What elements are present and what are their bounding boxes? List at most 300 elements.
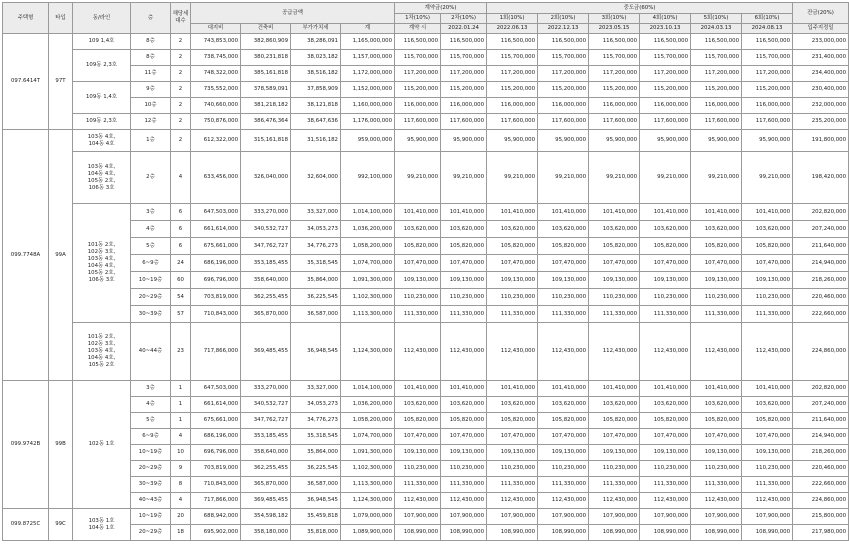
- middle-payment-3-cell: 107,900,000: [589, 509, 640, 525]
- middle-payment-6-cell: 109,130,000: [742, 445, 793, 461]
- land-price-cell: 675,661,000: [191, 413, 241, 429]
- middle-payment-2-cell: 115,200,000: [538, 82, 589, 98]
- total-price-cell: 1,152,000,000: [341, 82, 395, 98]
- middle-payment-5-cell: 107,470,000: [691, 429, 742, 445]
- middle-payment-5-cell: 101,410,000: [691, 381, 742, 397]
- building-price-cell: 358,640,000: [241, 272, 291, 289]
- floor-cell: 3층: [131, 381, 171, 397]
- balance-cell: 233,000,000: [793, 34, 849, 50]
- middle-payment-3-cell: 103,620,000: [589, 397, 640, 413]
- middle-payment-4-cell: 105,820,000: [640, 238, 691, 255]
- header-balance-date: 입주지정일: [793, 24, 849, 34]
- middle-payment-1-cell: 101,410,000: [487, 204, 538, 221]
- vat-cell: 38,121,818: [291, 98, 341, 114]
- units-count-cell: 2: [171, 50, 191, 66]
- middle-payment-6-cell: 116,500,000: [742, 34, 793, 50]
- middle-payment-4-cell: 108,990,000: [640, 525, 691, 541]
- housing-type-cell: 097.6414T: [3, 34, 49, 130]
- contract-2-cell: 117,600,000: [441, 114, 487, 130]
- land-price-cell: 750,876,000: [191, 114, 241, 130]
- contract-1-cell: 103,620,000: [395, 221, 441, 238]
- units-count-cell: 6: [171, 238, 191, 255]
- land-price-cell: 696,796,000: [191, 272, 241, 289]
- units-count-cell: 2: [171, 130, 191, 152]
- middle-payment-3-cell: 117,200,000: [589, 66, 640, 82]
- units-count-cell: 23: [171, 323, 191, 381]
- middle-payment-3-cell: 117,600,000: [589, 114, 640, 130]
- floor-cell: 4층: [131, 397, 171, 413]
- balance-cell: 218,260,000: [793, 445, 849, 461]
- middle-payment-2-cell: 95,900,000: [538, 130, 589, 152]
- header-dong-line: 동/라인: [73, 3, 131, 34]
- contract-1-cell: 103,620,000: [395, 397, 441, 413]
- middle-payment-6-cell: 110,230,000: [742, 289, 793, 306]
- floor-cell: 5층: [131, 238, 171, 255]
- table-row: [3, 50, 849, 66]
- middle-payment-4-cell: 103,620,000: [640, 397, 691, 413]
- middle-payment-6-cell: 115,200,000: [742, 82, 793, 98]
- floor-cell: 2층: [131, 152, 171, 204]
- middle-payment-6-cell: 103,620,000: [742, 397, 793, 413]
- building-price-cell: 353,185,455: [241, 429, 291, 445]
- middle-payment-3-cell: 107,470,000: [589, 255, 640, 272]
- middle-payment-5-cell: 117,600,000: [691, 114, 742, 130]
- middle-payment-6-cell: 111,330,000: [742, 477, 793, 493]
- middle-payment-4-cell: 107,470,000: [640, 255, 691, 272]
- middle-payment-3-cell: 110,230,000: [589, 289, 640, 306]
- building-price-cell: 362,255,455: [241, 461, 291, 477]
- middle-payment-6-cell: 105,820,000: [742, 238, 793, 255]
- balance-cell: 222,660,000: [793, 306, 849, 323]
- total-price-cell: 1,102,300,000: [341, 289, 395, 306]
- middle-payment-3-cell: 101,410,000: [589, 381, 640, 397]
- middle-payment-3-cell: 112,430,000: [589, 323, 640, 381]
- middle-payment-6-cell: 108,990,000: [742, 525, 793, 541]
- middle-payment-2-cell: 101,410,000: [538, 204, 589, 221]
- balance-cell: 220,460,000: [793, 461, 849, 477]
- contract-1-cell: 112,430,000: [395, 323, 441, 381]
- balance-cell: 230,400,000: [793, 82, 849, 98]
- middle-payment-3-cell: 107,470,000: [589, 429, 640, 445]
- middle-payment-1-cell: 107,900,000: [487, 509, 538, 525]
- table-row: [3, 204, 849, 221]
- vat-cell: 35,459,818: [291, 509, 341, 525]
- contract-2-cell: 117,200,000: [441, 66, 487, 82]
- total-price-cell: 1,036,200,000: [341, 397, 395, 413]
- units-count-cell: 60: [171, 272, 191, 289]
- header-contract-2: 2차(10%): [441, 14, 487, 24]
- units-count-cell: 1: [171, 381, 191, 397]
- building-price-cell: 315,161,818: [241, 130, 291, 152]
- vat-cell: 34,776,273: [291, 413, 341, 429]
- floor-cell: 30~39층: [131, 306, 171, 323]
- units-count-cell: 6: [171, 221, 191, 238]
- floor-cell: 8층: [131, 50, 171, 66]
- units-count-cell: 54: [171, 289, 191, 306]
- middle-payment-3-cell: 103,620,000: [589, 221, 640, 238]
- contract-2-cell: 112,430,000: [441, 493, 487, 509]
- building-price-cell: 369,485,455: [241, 493, 291, 509]
- middle-payment-4-cell: 95,900,000: [640, 130, 691, 152]
- building-price-cell: 378,589,091: [241, 82, 291, 98]
- header-middle-5-date: 2024.03.13: [691, 24, 742, 34]
- middle-payment-4-cell: 103,620,000: [640, 221, 691, 238]
- middle-payment-6-cell: 103,620,000: [742, 221, 793, 238]
- middle-payment-4-cell: 117,200,000: [640, 66, 691, 82]
- contract-2-cell: 109,130,000: [441, 272, 487, 289]
- middle-payment-5-cell: 112,430,000: [691, 323, 742, 381]
- vat-cell: 36,587,000: [291, 306, 341, 323]
- total-price-cell: 1,113,300,000: [341, 306, 395, 323]
- middle-payment-6-cell: 107,470,000: [742, 255, 793, 272]
- middle-payment-1-cell: 107,470,000: [487, 255, 538, 272]
- middle-payment-2-cell: 103,620,000: [538, 397, 589, 413]
- floor-cell: 4층: [131, 221, 171, 238]
- middle-payment-4-cell: 110,230,000: [640, 461, 691, 477]
- middle-payment-5-cell: 111,330,000: [691, 306, 742, 323]
- balance-cell: 211,640,000: [793, 238, 849, 255]
- dong-line-cell: 101동 2호, 102동 3호, 103동 4호, 104동 4호, 105동 2호, 106동 3호: [73, 204, 131, 323]
- contract-2-cell: 112,430,000: [441, 323, 487, 381]
- header-vat: 부가가치세: [291, 24, 341, 34]
- middle-payment-1-cell: 110,230,000: [487, 289, 538, 306]
- middle-payment-1-cell: 108,990,000: [487, 525, 538, 541]
- total-price-cell: 1,172,000,000: [341, 66, 395, 82]
- dong-line-cell: 103동 1호 104동 1호: [73, 509, 131, 541]
- contract-1-cell: 109,130,000: [395, 445, 441, 461]
- contract-1-cell: 116,500,000: [395, 34, 441, 50]
- total-price-cell: 1,124,300,000: [341, 493, 395, 509]
- header-middle-6: 6회(10%): [742, 14, 793, 24]
- balance-cell: 231,400,000: [793, 50, 849, 66]
- middle-payment-6-cell: 111,330,000: [742, 306, 793, 323]
- middle-payment-1-cell: 103,620,000: [487, 221, 538, 238]
- land-price-cell: 710,843,000: [191, 306, 241, 323]
- middle-payment-6-cell: 116,000,000: [742, 98, 793, 114]
- middle-payment-6-cell: 107,900,000: [742, 509, 793, 525]
- middle-payment-5-cell: 109,130,000: [691, 272, 742, 289]
- middle-payment-1-cell: 116,500,000: [487, 34, 538, 50]
- balance-cell: 198,420,000: [793, 152, 849, 204]
- table-row: [3, 152, 849, 204]
- middle-payment-1-cell: 112,430,000: [487, 323, 538, 381]
- land-price-cell: 703,819,000: [191, 289, 241, 306]
- housing-type-cell: 099.8725C: [3, 509, 49, 541]
- middle-payment-4-cell: 109,130,000: [640, 272, 691, 289]
- vat-cell: 31,516,182: [291, 130, 341, 152]
- building-price-cell: 362,255,455: [241, 289, 291, 306]
- middle-payment-1-cell: 95,900,000: [487, 130, 538, 152]
- header-floor: 층: [131, 3, 171, 34]
- floor-cell: 10층: [131, 98, 171, 114]
- middle-payment-6-cell: 101,410,000: [742, 381, 793, 397]
- vat-cell: 35,818,000: [291, 525, 341, 541]
- type-cell: 99A: [49, 130, 73, 381]
- middle-payment-4-cell: 111,330,000: [640, 306, 691, 323]
- units-count-cell: 2: [171, 34, 191, 50]
- building-price-cell: 326,040,000: [241, 152, 291, 204]
- units-count-cell: 20: [171, 509, 191, 525]
- dong-line-cell: 109동 2,3호: [73, 50, 131, 82]
- building-price-cell: 333,270,000: [241, 381, 291, 397]
- middle-payment-1-cell: 110,230,000: [487, 461, 538, 477]
- floor-cell: 1층: [131, 130, 171, 152]
- land-price-cell: 612,322,000: [191, 130, 241, 152]
- contract-2-cell: 95,900,000: [441, 130, 487, 152]
- vat-cell: 36,948,545: [291, 323, 341, 381]
- building-price-cell: 369,485,455: [241, 323, 291, 381]
- vat-cell: 36,225,545: [291, 289, 341, 306]
- balance-cell: 217,980,000: [793, 525, 849, 541]
- vat-cell: 32,604,000: [291, 152, 341, 204]
- header-building: 건축비: [241, 24, 291, 34]
- header-balance: 잔금(20%): [793, 3, 849, 24]
- total-price-cell: 1,176,000,000: [341, 114, 395, 130]
- land-price-cell: 717,866,000: [191, 493, 241, 509]
- middle-payment-6-cell: 107,470,000: [742, 429, 793, 445]
- middle-payment-6-cell: 112,430,000: [742, 493, 793, 509]
- land-price-cell: 717,866,000: [191, 323, 241, 381]
- contract-2-cell: 103,620,000: [441, 397, 487, 413]
- middle-payment-1-cell: 117,600,000: [487, 114, 538, 130]
- vat-cell: 35,318,545: [291, 255, 341, 272]
- contract-1-cell: 101,410,000: [395, 204, 441, 221]
- balance-cell: 215,800,000: [793, 509, 849, 525]
- header-contract-1-date: 계약 시: [395, 24, 441, 34]
- table-body: [3, 34, 849, 541]
- balance-cell: 234,400,000: [793, 66, 849, 82]
- middle-payment-6-cell: 117,200,000: [742, 66, 793, 82]
- contract-1-cell: 117,200,000: [395, 66, 441, 82]
- floor-cell: 6~9층: [131, 429, 171, 445]
- floor-cell: 20~29층: [131, 461, 171, 477]
- middle-payment-3-cell: 99,210,000: [589, 152, 640, 204]
- contract-2-cell: 105,820,000: [441, 238, 487, 255]
- housing-type-cell: 099.7748A: [3, 130, 49, 381]
- contract-1-cell: 108,990,000: [395, 525, 441, 541]
- floor-cell: 20~29층: [131, 525, 171, 541]
- contract-1-cell: 112,430,000: [395, 493, 441, 509]
- total-price-cell: 1,014,100,000: [341, 204, 395, 221]
- header-units-count: 해당세대수: [171, 3, 191, 34]
- floor-cell: 9층: [131, 82, 171, 98]
- header-middle-4-date: 2023.10.13: [640, 24, 691, 34]
- middle-payment-6-cell: 109,130,000: [742, 272, 793, 289]
- middle-payment-3-cell: 95,900,000: [589, 130, 640, 152]
- total-price-cell: 1,160,000,000: [341, 98, 395, 114]
- middle-payment-3-cell: 105,820,000: [589, 238, 640, 255]
- middle-payment-4-cell: 101,410,000: [640, 204, 691, 221]
- dong-line-cell: 103동 4호, 104동 4호, 105동 2호, 106동 3호: [73, 152, 131, 204]
- table-row: [3, 34, 849, 50]
- land-price-cell: 696,796,000: [191, 445, 241, 461]
- contract-1-cell: 99,210,000: [395, 152, 441, 204]
- floor-cell: 3층: [131, 204, 171, 221]
- contract-2-cell: 107,900,000: [441, 509, 487, 525]
- balance-cell: 214,940,000: [793, 255, 849, 272]
- header-contract-1: 1차(10%): [395, 14, 441, 24]
- middle-payment-2-cell: 111,330,000: [538, 306, 589, 323]
- middle-payment-5-cell: 115,200,000: [691, 82, 742, 98]
- contract-1-cell: 115,700,000: [395, 50, 441, 66]
- total-price-cell: 1,102,300,000: [341, 461, 395, 477]
- middle-payment-5-cell: 101,410,000: [691, 204, 742, 221]
- table-row: [3, 114, 849, 130]
- middle-payment-2-cell: 108,990,000: [538, 525, 589, 541]
- contract-2-cell: 116,500,000: [441, 34, 487, 50]
- total-price-cell: 959,000,000: [341, 130, 395, 152]
- type-cell: 99C: [49, 509, 73, 541]
- middle-payment-1-cell: 107,470,000: [487, 429, 538, 445]
- units-count-cell: 8: [171, 477, 191, 493]
- header-total: 계: [341, 24, 395, 34]
- middle-payment-5-cell: 110,230,000: [691, 461, 742, 477]
- units-count-cell: 1: [171, 413, 191, 429]
- middle-payment-6-cell: 101,410,000: [742, 204, 793, 221]
- middle-payment-4-cell: 117,600,000: [640, 114, 691, 130]
- floor-cell: 12층: [131, 114, 171, 130]
- land-price-cell: 695,902,000: [191, 525, 241, 541]
- middle-payment-4-cell: 112,430,000: [640, 493, 691, 509]
- middle-payment-5-cell: 99,210,000: [691, 152, 742, 204]
- floor-cell: 5층: [131, 413, 171, 429]
- middle-payment-6-cell: 115,700,000: [742, 50, 793, 66]
- middle-payment-2-cell: 111,330,000: [538, 477, 589, 493]
- units-count-cell: 18: [171, 525, 191, 541]
- middle-payment-4-cell: 110,230,000: [640, 289, 691, 306]
- floor-cell: 20~29층: [131, 289, 171, 306]
- contract-1-cell: 101,410,000: [395, 381, 441, 397]
- vat-cell: 35,864,000: [291, 445, 341, 461]
- floor-cell: 30~39층: [131, 477, 171, 493]
- total-price-cell: 1,091,300,000: [341, 272, 395, 289]
- middle-payment-3-cell: 115,200,000: [589, 82, 640, 98]
- land-price-cell: 661,614,000: [191, 397, 241, 413]
- middle-payment-4-cell: 107,900,000: [640, 509, 691, 525]
- middle-payment-1-cell: 109,130,000: [487, 445, 538, 461]
- contract-2-cell: 101,410,000: [441, 381, 487, 397]
- middle-payment-4-cell: 112,430,000: [640, 323, 691, 381]
- contract-1-cell: 116,000,000: [395, 98, 441, 114]
- middle-payment-5-cell: 116,500,000: [691, 34, 742, 50]
- dong-line-cell: 102동 1호: [73, 381, 131, 509]
- middle-payment-2-cell: 110,230,000: [538, 461, 589, 477]
- total-price-cell: 1,113,300,000: [341, 477, 395, 493]
- middle-payment-1-cell: 101,410,000: [487, 381, 538, 397]
- balance-cell: 191,800,000: [793, 130, 849, 152]
- vat-cell: 34,053,273: [291, 221, 341, 238]
- middle-payment-6-cell: 112,430,000: [742, 323, 793, 381]
- middle-payment-2-cell: 116,000,000: [538, 98, 589, 114]
- table-row: [3, 323, 849, 381]
- balance-cell: 224,860,000: [793, 323, 849, 381]
- building-price-cell: 347,762,727: [241, 413, 291, 429]
- building-price-cell: 385,161,818: [241, 66, 291, 82]
- middle-payment-4-cell: 99,210,000: [640, 152, 691, 204]
- building-price-cell: 358,180,000: [241, 525, 291, 541]
- land-price-cell: 743,853,000: [191, 34, 241, 50]
- middle-payment-1-cell: 105,820,000: [487, 238, 538, 255]
- vat-cell: 35,318,545: [291, 429, 341, 445]
- contract-1-cell: 115,200,000: [395, 82, 441, 98]
- table-header: [3, 3, 849, 34]
- header-housing-type: 주택형: [3, 3, 49, 34]
- building-price-cell: 365,870,000: [241, 477, 291, 493]
- vat-cell: 38,023,182: [291, 50, 341, 66]
- middle-payment-4-cell: 116,000,000: [640, 98, 691, 114]
- middle-payment-5-cell: 111,330,000: [691, 477, 742, 493]
- building-price-cell: 386,476,364: [241, 114, 291, 130]
- middle-payment-5-cell: 115,700,000: [691, 50, 742, 66]
- contract-1-cell: 117,600,000: [395, 114, 441, 130]
- contract-1-cell: 107,470,000: [395, 429, 441, 445]
- contract-2-cell: 107,470,000: [441, 429, 487, 445]
- header-middle-1-date: 2022.06.13: [487, 24, 538, 34]
- total-price-cell: 1,058,200,000: [341, 238, 395, 255]
- contract-1-cell: 107,470,000: [395, 255, 441, 272]
- middle-payment-1-cell: 117,200,000: [487, 66, 538, 82]
- total-price-cell: 1,014,100,000: [341, 381, 395, 397]
- land-price-cell: 748,322,000: [191, 66, 241, 82]
- balance-cell: 214,940,000: [793, 429, 849, 445]
- total-price-cell: 1,079,000,000: [341, 509, 395, 525]
- vat-cell: 33,327,000: [291, 204, 341, 221]
- middle-payment-5-cell: 110,230,000: [691, 289, 742, 306]
- land-price-cell: 740,660,000: [191, 98, 241, 114]
- building-price-cell: 380,231,818: [241, 50, 291, 66]
- contract-1-cell: 105,820,000: [395, 238, 441, 255]
- middle-payment-6-cell: 110,230,000: [742, 461, 793, 477]
- contract-2-cell: 101,410,000: [441, 204, 487, 221]
- middle-payment-3-cell: 116,500,000: [589, 34, 640, 50]
- middle-payment-3-cell: 108,990,000: [589, 525, 640, 541]
- building-price-cell: 340,532,727: [241, 221, 291, 238]
- balance-cell: 232,000,000: [793, 98, 849, 114]
- units-count-cell: 57: [171, 306, 191, 323]
- floor-cell: 40~44층: [131, 323, 171, 381]
- vat-cell: 38,647,636: [291, 114, 341, 130]
- balance-cell: 202,820,000: [793, 204, 849, 221]
- contract-2-cell: 105,820,000: [441, 413, 487, 429]
- header-supply-price: 공급금액: [191, 3, 395, 24]
- middle-payment-2-cell: 116,500,000: [538, 34, 589, 50]
- land-price-cell: 738,745,000: [191, 50, 241, 66]
- building-price-cell: 354,598,182: [241, 509, 291, 525]
- middle-payment-5-cell: 107,900,000: [691, 509, 742, 525]
- contract-2-cell: 107,470,000: [441, 255, 487, 272]
- middle-payment-1-cell: 105,820,000: [487, 413, 538, 429]
- units-count-cell: 2: [171, 98, 191, 114]
- housing-type-cell: 099.9742B: [3, 381, 49, 509]
- floor-cell: 6~9층: [131, 255, 171, 272]
- middle-payment-4-cell: 101,410,000: [640, 381, 691, 397]
- land-price-cell: 686,196,000: [191, 429, 241, 445]
- balance-cell: 202,820,000: [793, 381, 849, 397]
- middle-payment-5-cell: 103,620,000: [691, 221, 742, 238]
- total-price-cell: 1,165,000,000: [341, 34, 395, 50]
- middle-payment-2-cell: 107,470,000: [538, 255, 589, 272]
- total-price-cell: 1,074,700,000: [341, 429, 395, 445]
- land-price-cell: 675,661,000: [191, 238, 241, 255]
- header-contract-2-date: 2022.01.24: [441, 24, 487, 34]
- middle-payment-6-cell: 99,210,000: [742, 152, 793, 204]
- vat-cell: 34,776,273: [291, 238, 341, 255]
- middle-payment-2-cell: 103,620,000: [538, 221, 589, 238]
- total-price-cell: 1,074,700,000: [341, 255, 395, 272]
- middle-payment-2-cell: 107,470,000: [538, 429, 589, 445]
- middle-payment-4-cell: 109,130,000: [640, 445, 691, 461]
- middle-payment-2-cell: 105,820,000: [538, 238, 589, 255]
